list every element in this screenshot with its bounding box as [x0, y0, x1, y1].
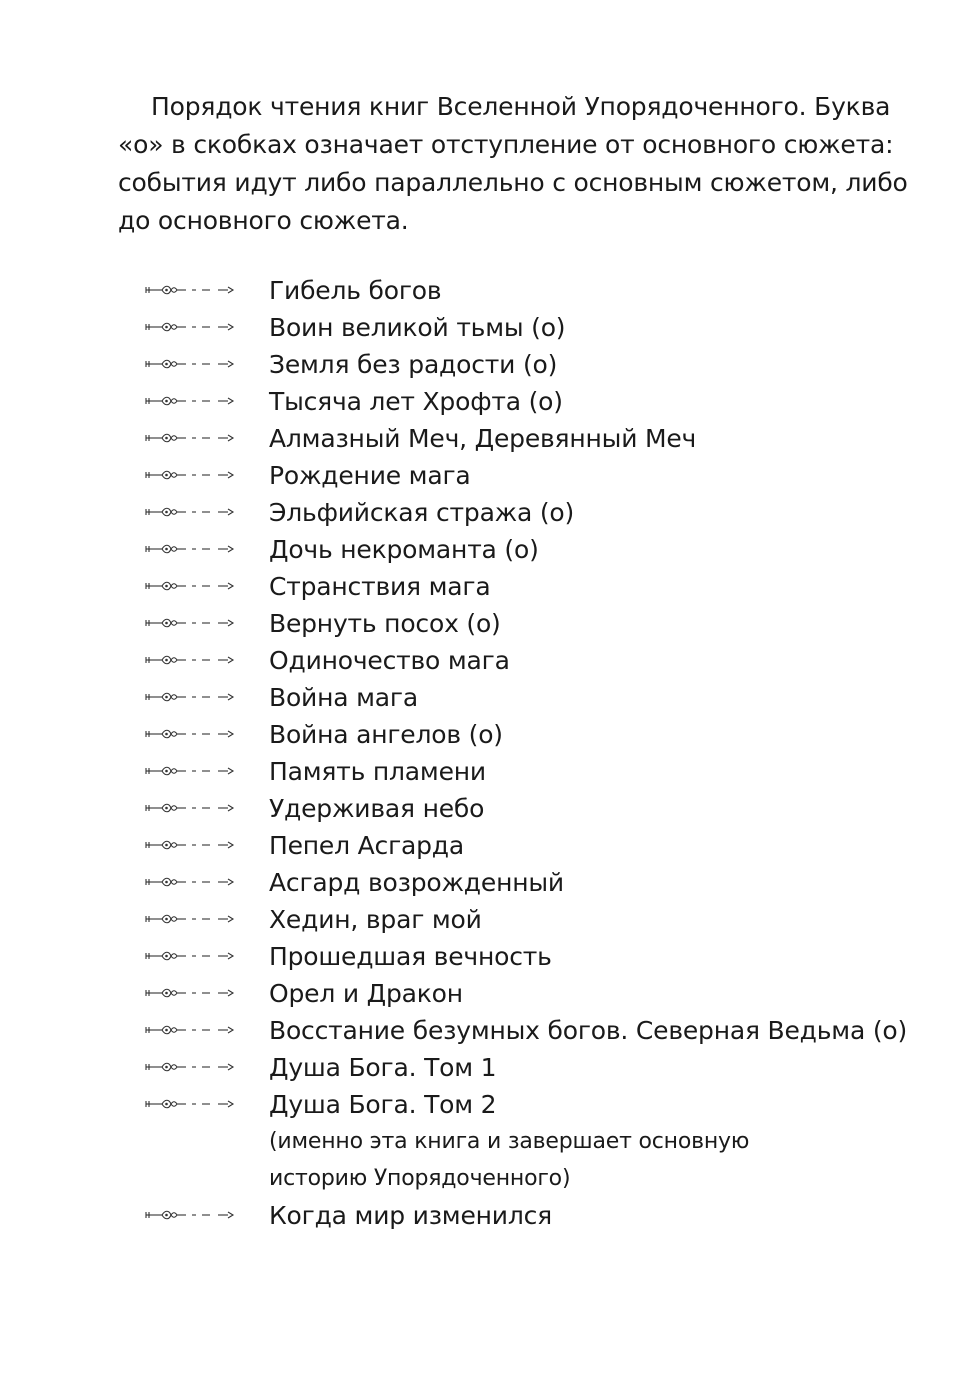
- book-title: Прошедшая вечность: [269, 942, 552, 971]
- book-list-item: [0, 901, 974, 938]
- book-title: Земля без радости (о): [269, 350, 558, 379]
- arrow-flourish-icon: [144, 1060, 240, 1074]
- book-list-item: [0, 827, 974, 864]
- book-title: Война мага: [269, 683, 418, 712]
- book-title: Пепел Асгарда: [269, 831, 465, 860]
- book-title: Одиночество мага: [269, 646, 510, 675]
- book-title: Когда мир изменился: [269, 1201, 552, 1230]
- book-title: Дочь некроманта (о): [269, 535, 539, 564]
- arrow-flourish-icon: [144, 875, 240, 889]
- arrow-flourish-icon: [144, 838, 240, 852]
- book-title: Гибель богов: [269, 276, 442, 305]
- intro-line: «о» в скобках означает отступление от основного сюжета:: [118, 130, 894, 159]
- arrow-flourish-icon: [144, 394, 240, 408]
- book-list-item-final: [0, 1197, 974, 1234]
- book-list-item: [0, 346, 974, 383]
- book-title: Эльфийская стража (о): [269, 498, 575, 527]
- arrow-flourish-icon: [144, 912, 240, 926]
- book-list-item: [0, 420, 974, 457]
- book-title: Асгард возрожденный: [269, 868, 564, 897]
- arrow-flourish-icon: [144, 764, 240, 778]
- book-list-item: [0, 1086, 974, 1123]
- book-list-item: [0, 309, 974, 346]
- arrow-flourish-icon: [144, 616, 240, 630]
- book-list-item: [0, 716, 974, 753]
- book-title: Война ангелов (о): [269, 720, 503, 749]
- book-title: Память пламени: [269, 757, 486, 786]
- arrow-flourish-icon: [144, 542, 240, 556]
- intro-paragraph: [118, 88, 908, 240]
- book-list-item: [0, 938, 974, 975]
- book-list-item: [0, 457, 974, 494]
- arrow-flourish-icon: [144, 986, 240, 1000]
- arrow-flourish-icon: [144, 468, 240, 482]
- book-title: Тысяча лет Хрофта (о): [269, 387, 563, 416]
- book-title: Рождение мага: [269, 461, 471, 490]
- book-title: Восстание безумных богов. Северная Ведьма (о): [269, 1016, 908, 1045]
- arrow-flourish-icon: [144, 505, 240, 519]
- arrow-flourish-icon: [144, 727, 240, 741]
- book-title: Душа Бога. Том 1: [269, 1053, 497, 1082]
- arrow-flourish-icon: [144, 283, 240, 297]
- book-title: Алмазный Меч, Деревянный Меч: [269, 424, 697, 453]
- book-title: Странствия мага: [269, 572, 491, 601]
- book-note-line: [0, 1160, 974, 1197]
- book-list-item: [0, 1049, 974, 1086]
- book-list-item: [0, 568, 974, 605]
- book-note-line: [0, 1123, 974, 1160]
- reading-order-list: [0, 272, 974, 1234]
- book-list-item: [0, 753, 974, 790]
- book-list-item: [0, 272, 974, 309]
- book-list-item: [0, 494, 974, 531]
- book-title: Орел и Дракон: [269, 979, 463, 1008]
- book-list-item: [0, 605, 974, 642]
- book-note-text: (именно эта книга и завершает основную: [269, 1129, 750, 1154]
- book-list-item: [0, 975, 974, 1012]
- arrow-flourish-icon: [144, 1208, 240, 1222]
- book-list-item: [0, 531, 974, 568]
- intro-line: Порядок чтения книг Вселенной Упорядоченного. Буква: [151, 92, 891, 121]
- arrow-flourish-icon: [144, 357, 240, 371]
- book-list-item: [0, 1012, 974, 1049]
- book-title: Вернуть посох (о): [269, 609, 501, 638]
- book-title: Хедин, враг мой: [269, 905, 482, 934]
- book-list-item: [0, 383, 974, 420]
- book-note-text: историю Упорядоченного): [269, 1166, 571, 1191]
- arrow-flourish-icon: [144, 653, 240, 667]
- arrow-flourish-icon: [144, 1097, 240, 1111]
- book-list-item: [0, 790, 974, 827]
- book-list-item: [0, 864, 974, 901]
- intro-line: до основного сюжета.: [118, 206, 409, 235]
- arrow-flourish-icon: [144, 949, 240, 963]
- book-list-item: [0, 642, 974, 679]
- book-title: Удерживая небо: [269, 794, 485, 823]
- book-title: Душа Бога. Том 2: [269, 1090, 497, 1119]
- arrow-flourish-icon: [144, 320, 240, 334]
- intro-line: события идут либо параллельно с основным сюжетом, либо: [118, 168, 908, 197]
- arrow-flourish-icon: [144, 1023, 240, 1037]
- arrow-flourish-icon: [144, 801, 240, 815]
- arrow-flourish-icon: [144, 579, 240, 593]
- arrow-flourish-icon: [144, 690, 240, 704]
- book-title: Воин великой тьмы (о): [269, 313, 566, 342]
- book-list-item: [0, 679, 974, 716]
- arrow-flourish-icon: [144, 431, 240, 445]
